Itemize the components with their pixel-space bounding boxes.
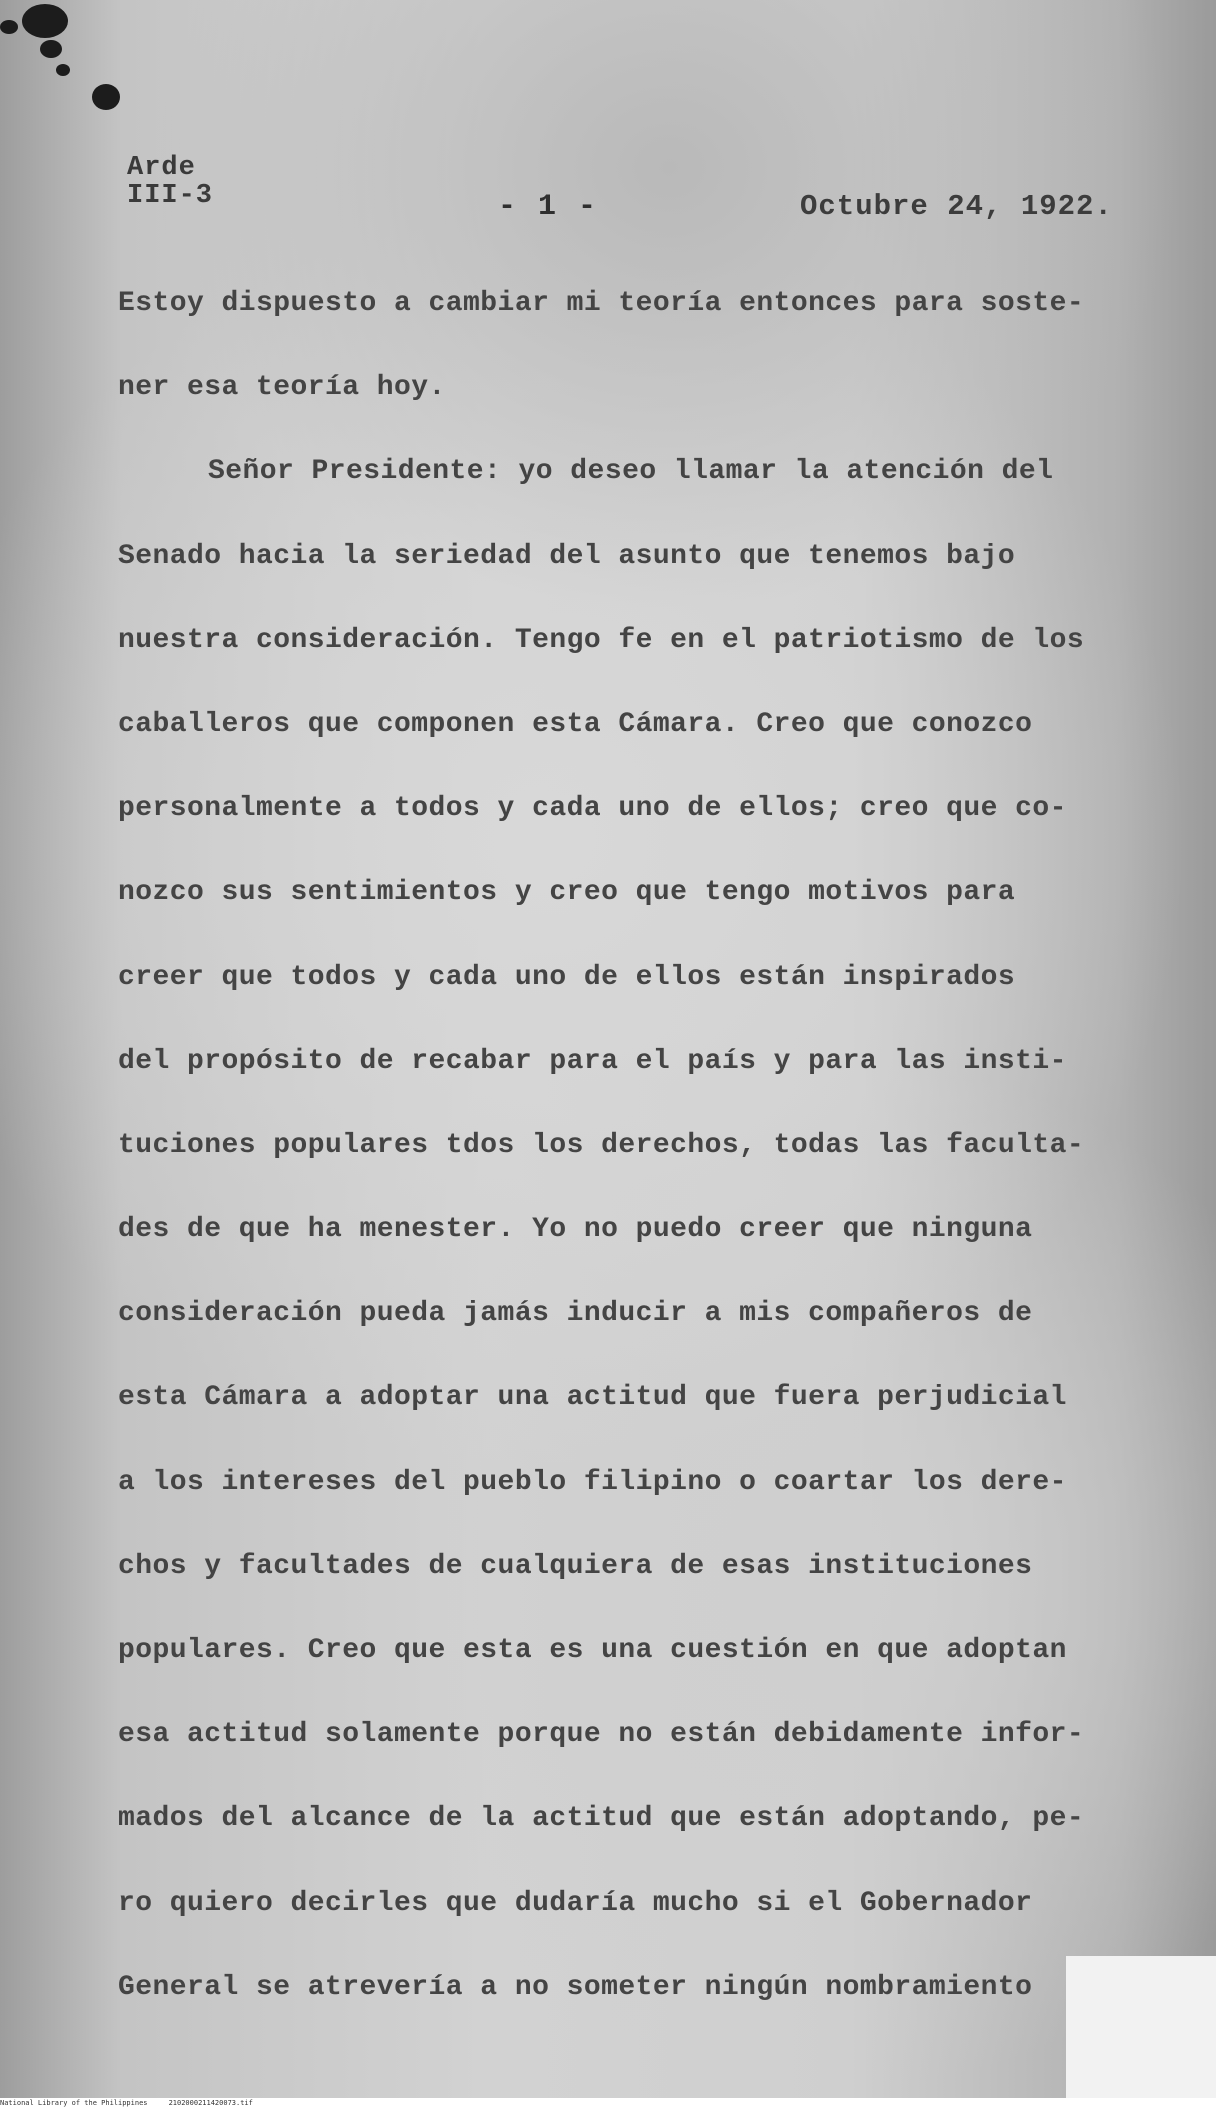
paper-corner-patch [1066,1956,1216,2098]
ink-blot [22,4,68,38]
text-line: chos y facultades de cualquiera de esas instituciones [118,1550,1033,1582]
text-line: del propósito de recabar para el país y para las insti- [118,1045,1067,1077]
ink-blot [56,64,70,76]
text-line: ner esa teoría hoy. [118,372,446,404]
text-line: esta Cámara a adoptar una actitud que fuera perjudicial [118,1382,1067,1414]
text-line: nuestra consideración. Tengo fe en el patriotismo de los [118,624,1085,656]
text-line: esa actitud solamente porque no están debidamente infor- [118,1719,1085,1751]
reference-line: III-3 [127,181,214,211]
document-date: Octubre 24, 1922. [800,190,1113,223]
reference-line: Arde [127,153,196,183]
text-line: nozco sus sentimientos y creo que tengo motivos para [118,877,1016,909]
text-line: des de que ha menester. Yo no puedo creer que ninguna [118,1214,1033,1246]
text-line: ro quiero decirles que dudaría mucho si el Gobernador [118,1887,1033,1919]
text-line: consideración pueda jamás inducir a mis compañeros de [118,1298,1033,1330]
scan-caption: National Library of the Philippines 2102000211420073.tif [0,2098,1216,2108]
text-line: caballeros que componen esta Cámara. Creo que conozco [118,708,1033,740]
text-line: Señor Presidente: yo deseo llamar la atención del [208,456,1054,488]
ink-blot [0,20,18,34]
text-line: a los intereses del pueblo filipino o coartar los dere- [118,1466,1067,1498]
document-reference [127,154,213,210]
text-line: Estoy dispuesto a cambiar mi teoría entonces para soste- [118,288,1085,319]
ink-blot [92,84,120,110]
typed-body-text [118,262,1118,2030]
text-line: mados del alcance de la actitud que están adoptando, pe- [118,1803,1085,1835]
page-number: - 1 - [498,190,599,224]
text-line: populares. Creo que esta es una cuestión en que adoptan [118,1635,1067,1666]
text-line: personalmente a todos y cada uno de ellos; creo que co- [118,793,1067,825]
text-line: tuciones populares tdos los derechos, todas las faculta- [118,1129,1085,1161]
text-line: creer que todos y cada uno de ellos están inspirados [118,961,1016,993]
text-line: General se atrevería a no someter ningún nombramiento [118,1971,1033,2003]
text-line: Senado hacia la seriedad del asunto que tenemos bajo [118,540,1016,572]
ink-blot [40,40,62,58]
